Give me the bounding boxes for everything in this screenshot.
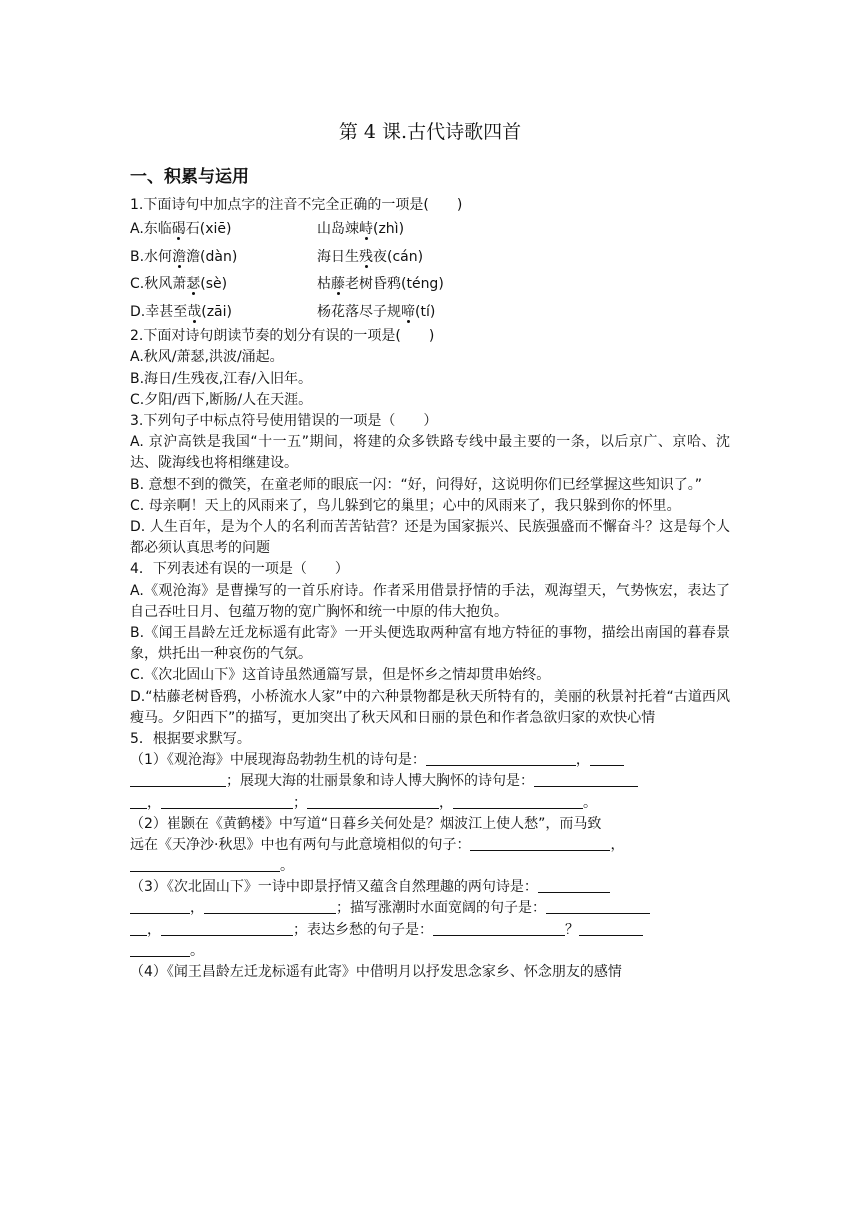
question-4-option-c: C.《次北固山下》这首诗虽然通篇写景，但是怀乡之情却贯串始终。	[130, 667, 551, 684]
question-1-stem: 1.下面诗句中加点字的注音不完全正确的一项是( )	[130, 197, 463, 213]
dotted-char: 残	[359, 248, 373, 265]
answer-blank[interactable]	[534, 772, 638, 787]
question-1-option-c: C.秋风萧瑟(sè) 枯藤老树昏鸦(téng)	[130, 276, 444, 293]
answer-blank[interactable]	[426, 751, 576, 766]
answer-blank[interactable]	[130, 942, 190, 957]
question-1-option-a: A.东临碣石(xiē) 山岛竦峙(zhì)	[130, 221, 405, 238]
question-3-option-b: B. 意想不到的微笑，在童老师的眼底一闪：“好，问得好，这说明你们已经掌握这些知识了。”	[130, 476, 703, 493]
answer-blank[interactable]	[161, 794, 293, 809]
answer-blank[interactable]	[433, 921, 565, 936]
answer-blank[interactable]	[579, 921, 643, 936]
question-4-option-b: B.《闻王昌龄左迁龙标遥有此寄》一开头便选取两种富有地方特征的事物，描绘出南国的暮春景象，烘托出一种哀伤的气氛。	[130, 624, 730, 663]
question-2-stem: 2.下面对诗句朗读节奏的划分有误的一项是( )	[130, 328, 435, 345]
question-4-option-d: D.“枯藤老树昏鸦，小桥流水人家”中的六种景物都是秋天所特有的，美丽的秋景衬托着“古道西风瘦马。夕阳西下”的描写，更加突出了秋天风和日丽的景色和作者急欲归家的欢快心情	[130, 688, 730, 726]
answer-blank[interactable]	[130, 772, 226, 787]
question-3-option-c: C. 母亲啊！天上的风雨来了，鸟儿躲到它的巢里；心中的风雨来了，我只躲到你的怀里。	[130, 497, 681, 514]
question-2-option-a: A.秋风/萧瑟,洪波/涌起。	[130, 349, 284, 366]
dotted-char: 瑟	[186, 276, 201, 293]
section-heading: 一、积累与运用	[130, 167, 249, 187]
answer-blank[interactable]	[470, 836, 610, 851]
worksheet-body	[130, 195, 730, 983]
answer-blank[interactable]	[204, 899, 336, 914]
answer-blank[interactable]	[130, 921, 147, 936]
question-3-stem: 3.下列句子中标点符号使用错误的一项是（ ）	[130, 412, 438, 429]
question-5-part-3: （3）《次北固山下》一诗中即景抒情又蕴含自然理趣的两句诗是： ， ；描写涨潮时水面宽阔的句子是： ， ；表达乡愁的句子是： ？ 。	[130, 877, 730, 962]
question-3-option-d: D. 人生百年，是为个人的名利而苦苦钻营？还是为国家振兴、民族强盛而不懈奋斗？这是每个人都必须认真思考的问题	[130, 518, 730, 557]
answer-blank[interactable]	[161, 921, 293, 936]
dotted-char: 啼	[401, 303, 415, 320]
question-3-option-a: A. 京沪高铁是我国“十一五”期间，将建的众多铁路专线中最主要的一条，以后京广、京哈、沈达、陇海线也将相继建设。	[130, 434, 730, 472]
question-5-part-2: （2）崔颢在《黄鹤楼》中写道“日暮乡关何处是？烟波江上使人愁”，而马致 远在《天净沙·秋思》中也有两句与此意境相似的句子： ， 。	[130, 815, 625, 875]
answer-blank[interactable]	[130, 899, 190, 914]
answer-blank[interactable]	[546, 899, 650, 914]
page-title: 第 4 课.古代诗歌四首	[338, 121, 522, 143]
answer-blank[interactable]	[590, 751, 624, 766]
question-4-stem: 4．下列表述有误的一项是（ ）	[130, 561, 349, 578]
answer-blank[interactable]	[307, 794, 439, 809]
question-5-part-1: （1）《观沧海》中展现海岛勃勃生机的诗句是： ， ；展现大海的壮丽景象和诗人博大胸怀的诗句是： ， ； ， 。	[130, 750, 730, 814]
answer-blank[interactable]	[538, 878, 610, 893]
question-2-option-c: C.夕阳/西下,断肠/人在天涯。	[130, 391, 313, 408]
answer-blank[interactable]	[453, 794, 583, 809]
answer-blank[interactable]	[130, 857, 280, 872]
question-1-option-b: B.水何澹澹(dàn) 海日生残夜(cán)	[130, 248, 424, 265]
question-5-part-4: （4）《闻王昌龄左迁龙标遥有此寄》中借明月以抒发思念家乡、怀念朋友的感情	[130, 964, 622, 981]
question-1-option-d: D.幸甚至哉(zāi) 杨花落尽子规啼(tí)	[130, 303, 436, 320]
question-4-option-a: A.《观沧海》是曹操写的一首乐府诗。作者采用借景抒情的手法，观海望天，气势恢宏，表达了自己吞吐日月、包蕴万物的宽广胸怀和统一中原的伟大抱负。	[130, 582, 730, 620]
dotted-char: 哉	[187, 303, 202, 320]
question-2-option-b: B.海日/生残夜,江春/入旧年。	[130, 370, 312, 387]
question-5-stem: 5．根据要求默写。	[130, 730, 251, 747]
dotted-char: 澹	[172, 248, 187, 265]
dotted-char: 碣	[171, 221, 186, 238]
answer-blank[interactable]	[130, 794, 147, 809]
dotted-char: 藤	[331, 276, 345, 293]
dotted-char: 峙	[359, 221, 373, 238]
